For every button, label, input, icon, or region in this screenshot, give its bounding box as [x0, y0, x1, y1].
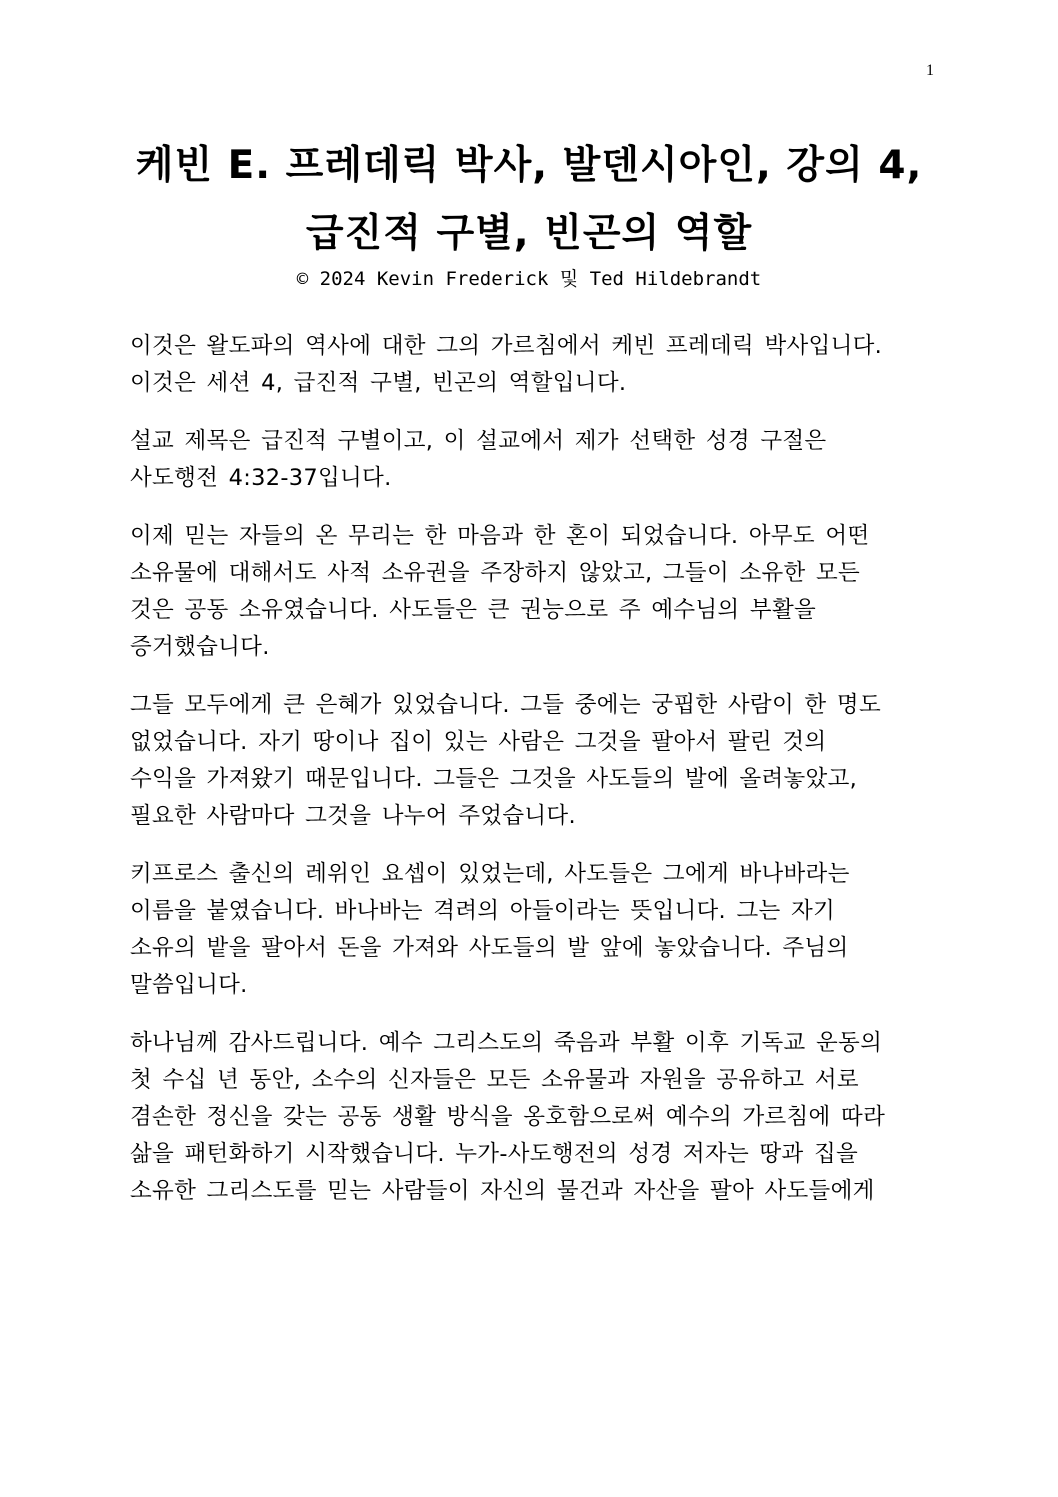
body-text [130, 328, 935, 1231]
copyright-notice: © 2024 Kevin Frederick 및 Ted Hildebrandt [296, 268, 762, 290]
paragraph-line: 소유물에 대해서도 사적 소유권을 주장하지 않았고, 그들이 소유한 모든 [130, 560, 861, 586]
paragraph-line: 것은 공동 소유였습니다. 사도들은 큰 권능으로 주 예수님의 부활을 [130, 597, 817, 623]
paragraph-line: 설교 제목은 급진적 구별이고, 이 설교에서 제가 선택한 성경 구절은 [130, 428, 827, 454]
paragraph-line: 사도행전 4:32-37입니다. [130, 465, 392, 491]
paragraph-line: 삶을 패턴화하기 시작했습니다. 누가-사도행전의 성경 저자는 땅과 집을 [130, 1141, 859, 1167]
paragraph-line: 소유한 그리스도를 믿는 사람들이 자신의 물건과 자산을 팔아 사도들에게 [130, 1178, 875, 1204]
title-line-2: 급진적 구별, 빈곤의 역할 [305, 211, 753, 256]
paragraph-line: 없었습니다. 자기 땅이나 집이 있는 사람은 그것을 팔아서 팔린 것의 [130, 729, 827, 755]
paragraph-line: 필요한 사람마다 그것을 나누어 주었습니다. [130, 803, 576, 829]
paragraph-line: 첫 수십 년 동안, 소수의 신자들은 모든 소유물과 자원을 공유하고 서로 [130, 1067, 859, 1093]
paragraph-line: 겸손한 정신을 갖는 공동 생활 방식을 옹호함으로써 예수의 가르침에 따라 [130, 1104, 886, 1130]
paragraph-line: 하나님께 감사드립니다. 예수 그리스도의 죽음과 부활 이후 기독교 운동의 [130, 1030, 883, 1056]
paragraph-line: 이것은 세션 4, 급진적 구별, 빈곤의 역할입니다. [130, 370, 627, 396]
paragraph-line: 이제 믿는 자들의 온 무리는 한 마음과 한 혼이 되었습니다. 아무도 어떤 [130, 523, 870, 549]
paragraph-line: 수익을 가져왔기 때문입니다. 그들은 그것을 사도들의 발에 올려놓았고, [130, 766, 858, 792]
page-number: 1 [926, 62, 934, 79]
paragraph-line: 이름을 붙였습니다. 바나바는 격려의 아들이라는 뜻입니다. 그는 자기 [130, 898, 836, 924]
paragraph-line: 이것은 왈도파의 역사에 대한 그의 가르침에서 케빈 프레데릭 박사입니다. [130, 333, 883, 359]
paragraph-line: 키프로스 출신의 레위인 요셉이 있었는데, 사도들은 그에게 바나바라는 [130, 861, 850, 887]
paragraph [130, 518, 935, 666]
paragraph [130, 687, 935, 835]
paragraph [130, 1025, 935, 1210]
paragraph-line: 그들 모두에게 큰 은혜가 있었습니다. 그들 중에는 궁핍한 사람이 한 명도 [130, 692, 881, 718]
page-title [100, 132, 958, 268]
paragraph [130, 328, 935, 402]
paragraph [130, 423, 935, 497]
title-line-1: 케빈 E. 프레데릭 박사, 발덴시아인, 강의 4, [135, 143, 923, 188]
paragraph-line: 말씀입니다. [130, 972, 248, 998]
paragraph-line: 소유의 밭을 팔아서 돈을 가져와 사도들의 발 앞에 놓았습니다. 주님의 [130, 935, 849, 961]
paragraph-line: 증거했습니다. [130, 634, 270, 660]
paragraph [130, 856, 935, 1004]
